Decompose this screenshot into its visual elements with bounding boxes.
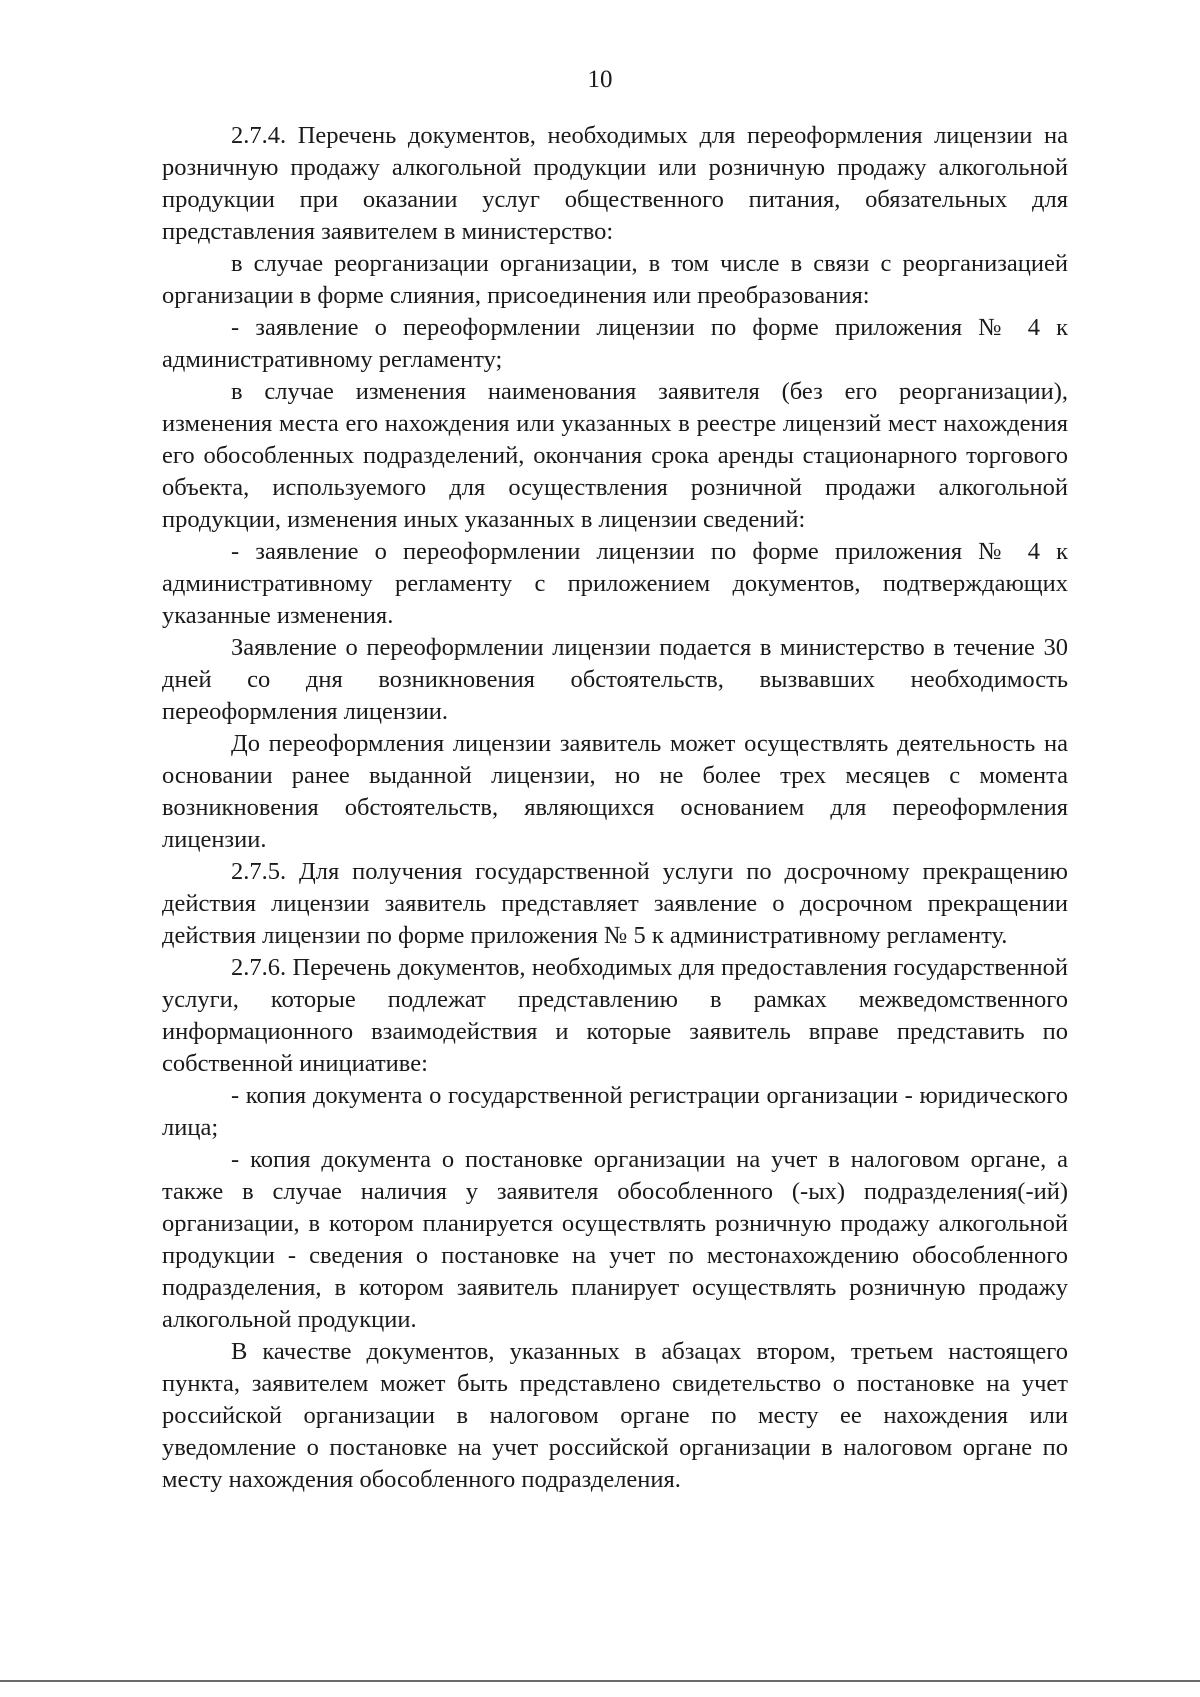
document-body — [162, 120, 1068, 1496]
paragraph-2-7-4: 2.7.4. Перечень документов, необходимых для переоформления лицензии на розничную продажу алкогольной продукции или розничную продажу алкогольной продукции при оказании услуг общественного питания, обязательных для представления заявителем в министерство: — [162, 122, 1068, 245]
paragraph-2-7-5: 2.7.5. Для получения государственной услуги по досрочному прекращению действия лицензии заявитель представляет заявление о досрочном прекращении действия лицензии по форме приложения № 5 к административному регламенту. — [162, 858, 1068, 949]
paragraph-filing-deadline: Заявление о переоформлении лицензии подается в министерство в течение 30 дней со дня возникновения обстоятельств, вызвавших необходимость переоформления лицензии. — [162, 634, 1068, 725]
paragraph-reorganization-case: в случае реорганизации организации, в том числе в связи с реорганизацией организации в форме слияния, присоединения или преобразования: — [162, 250, 1068, 309]
paragraph-name-change-statement: - заявление о переоформлении лицензии по форме приложения № 4 к административному регламенту с приложением документов, подтверждающих указанные изменения. — [162, 538, 1068, 629]
paragraph-name-change-case: в случае изменения наименования заявителя (без его реорганизации), изменения места его нахождения или указанных в реестре лицензий мест нахождения его обособленных подразделений, окончания срока аренды стационарного торгового объекта, используемого для осуществления розничной продажи алкогольной продукции, изменения иных указанных в лицензии сведений: — [162, 378, 1068, 533]
bottom-rule — [0, 1680, 1200, 1682]
paragraph-reorganization-statement: - заявление о переоформлении лицензии по форме приложения № 4 к административному регламенту; — [162, 314, 1068, 373]
page-number: 10 — [587, 66, 613, 93]
paragraph-tax-registration-copy: - копия документа о постановке организации на учет в налоговом органе, а также в случае наличия у заявителя обособленного (-ых) подразделения(-ий) организации, в котором планируется осуществлять розничную продажу алкогольной продукции - сведения о постановке на учет по местонахождению обособленного подразделения, в котором заявитель планирует осуществлять розничную продажу алкогольной продукции. — [162, 1146, 1068, 1333]
paragraph-registration-copy: - копия документа о государственной регистрации организации - юридического лица; — [162, 1082, 1068, 1141]
paragraph-2-7-6: 2.7.6. Перечень документов, необходимых для предоставления государственной услуги, которые подлежат представлению в рамках межведомственного информационного взаимодействия и которые заявитель вправе представить по собственной инициативе: — [162, 954, 1068, 1077]
paragraph-interim-activity: До переоформления лицензии заявитель может осуществлять деятельность на основании ранее выданной лицензии, но не более трех месяцев с момента возникновения обстоятельств, являющихся основанием для переоформления лицензии. — [162, 730, 1068, 853]
paragraph-certificate-note: В качестве документов, указанных в абзацах втором, третьем настоящего пункта, заявителем может быть представлено свидетельство о постановке на учет российской организации в налоговом органе по месту ее нахождения или уведомление о постановке на учет российской организации в налоговом органе по месту нахождения обособленного подразделения. — [162, 1338, 1068, 1493]
